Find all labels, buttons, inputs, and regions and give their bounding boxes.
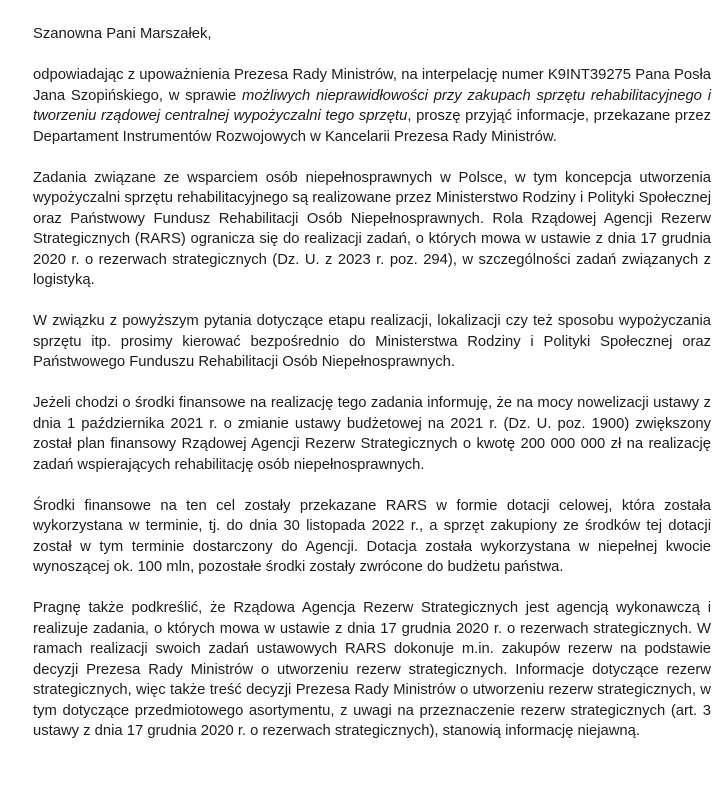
paragraph-funds-transfer: Środki finansowe na ten cel zostały przekazane RARS w formie dotacji celowej, która została wykorzystana w terminie, tj. do dnia 30 listopada 2022 r., a sprzęt zakupiony ze środków tej dotacji został w tym terminie dostarczony do Agencji. Dotacja została wykorzystana w niepełnej kwocie wynoszącej ok. 100 mln, pozostałe środki zostały zwrócone do budżetu państwa. xyxy=(33,497,711,575)
salutation: Szanowna Pani Marszałek, xyxy=(33,26,212,42)
paragraph-classified-info: Pragnę także podkreślić, że Rządowa Agencja Rezerw Strategicznych jest agencją wykonawczą i realizuje zadania, o których mowa w ustawie z dnia 17 grudnia 2020 r. o rezerwach strategicznych. W ramach realizacji swoich zadań ustawowych RARS dokonuje m.in. zakupów rezerw na podstawie decyzji Prezesa Rady Ministrów o utworzeniu rezerw strategicznych. Informacje dotyczące rezerw strategicznych, więc także treść decyzji Prezesa Rady Ministrów o utworzeniu rezerw strategicznych, w tym dotyczące przedmiotowego asortymentu, z uwagi na przeznaczenie rezerw strategicznych (art. 3 ustawy z dnia 17 grudnia 2020 r. o rezerwach strategicznych), stanowią informację niejawną. xyxy=(33,600,711,739)
paragraph-redirect-questions: W związku z powyższym pytania dotyczące etapu realizacji, lokalizacji czy też sposobu wypożyczania sprzętu itp. prosimy kierować bezpośrednio do Ministerstwa Rodziny i Polityki Społecznej oraz Państwowego Funduszu Rehabilitacji Osób Niepełnosprawnych. xyxy=(33,313,711,370)
intro-text-after: , proszę przyjąć informacje, przekazane przez Departament Instrumentów Rozwojowych w Kancelarii Prezesa Rady Ministrów. xyxy=(33,108,711,145)
intro-subject-italic: możliwych nieprawidłowości przy zakupach sprzętu rehabilitacyjnego i tworzeniu rządowej centralnej wypożyczalni tego sprzętu xyxy=(33,87,711,124)
paragraph-budget-amendment: Jeżeli chodzi o środki finansowe na realizację tego zadania informuję, że na mocy nowelizacji ustawy z dnia 1 października 2021 r. o zmianie ustawy budżetowej na 2021 r. (Dz. U. poz. 1900) zwiększony został plan finansowy Rządowej Agencji Rezerw Strategicznych o kwotę 200 000 000 zł na realizację zadań wspierających rehabilitację osób niepełnosprawnych. xyxy=(33,395,711,473)
paragraph-tasks-support: Zadania związane ze wsparciem osób niepełnosprawnych w Polsce, w tym koncepcja utworzenia wypożyczalni sprzętu rehabilitacyjnego są realizowane przez Ministerstwo Rodziny i Polityki Społecznej oraz Państwowy Fundusz Rehabilitacji Osób Niepełnosprawnych. Rola Rządowej Agencji Rezerw Strategicznych (RARS) ogranicza się do realizacji zadań, o których mowa w ustawie z dnia 17 grudnia 2020 r. o rezerwach strategicznych (Dz. U. z 2023 r. poz. 294), w szczególności zadań związanych z logistyką. xyxy=(33,169,711,288)
intro-text-before: odpowiadając z upoważnienia Prezesa Rady Ministrów, na interpelację numer K9INT39275 Pana Posła Jana Szopińskiego, w sprawie xyxy=(33,67,711,104)
intro-paragraph xyxy=(33,65,711,147)
